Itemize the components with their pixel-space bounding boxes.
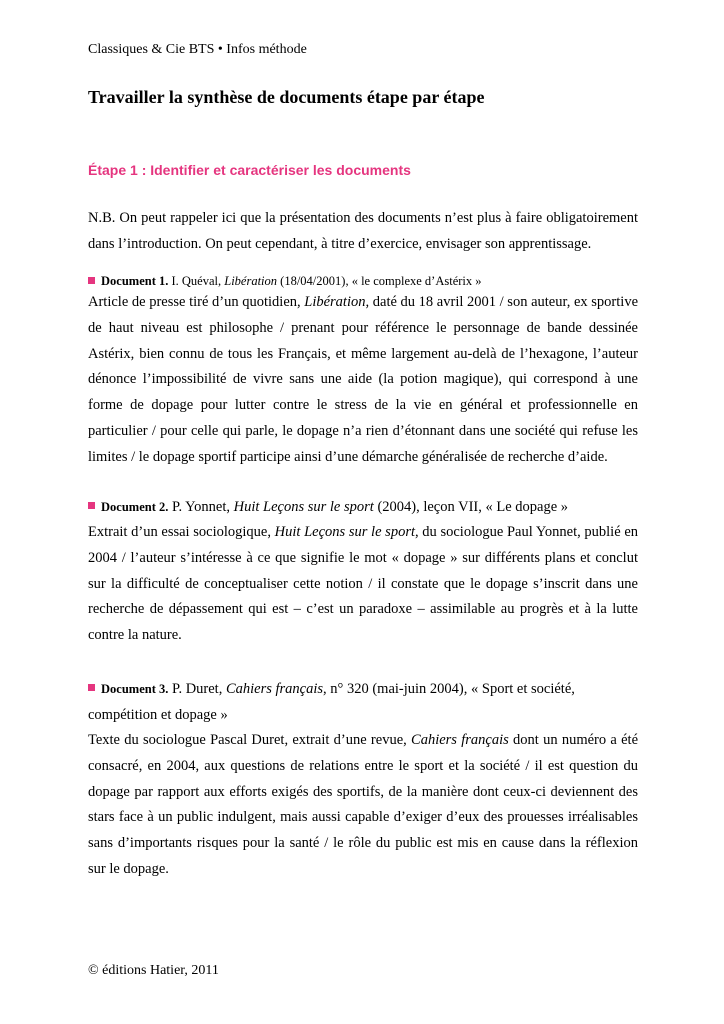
copyright-footer: © éditions Hatier, 2011	[88, 963, 219, 978]
document-1-heading	[88, 272, 638, 290]
document-2-details: (2004), leçon VII, « Le dopage »	[377, 499, 569, 515]
pink-square-bullet-icon	[88, 277, 95, 284]
document-1-summary-start: Article de presse tiré d’un quotidien,	[88, 294, 301, 310]
document-2-summary-rest: , du sociologue Paul Yonnet, publié en 2004 / l’auteur s’intéresse à ce que signifie le mot « dopage » sur différents plans et conclut sur la difficulté de conceptualiser cette notion / il constate que le dopage s’inscrit dans une recherche de dépassement qui est – c’est un paradoxe – assimilable au progrès et à la lutte contre la nature.	[88, 524, 638, 644]
document-3-summary-rest: dont un numéro a été consacré, en 2004, aux questions de relations entre le sport et la société / il est question du dopage par rapport aux efforts exigés des sportifs, de la manière dont ceux-ci deviennent des stars face à un public indulgent, mais aussi capable d’exiger d’eux des prouesses irréalisables sans d’importants risques pour la santé / le rôle du public est mis en cause dans la réflexion sur le dopage.	[88, 732, 639, 877]
document-3-section	[88, 677, 638, 883]
document-1-section	[88, 272, 638, 471]
pink-square-bullet-icon	[88, 684, 95, 691]
running-header: Classiques & Cie BTS • Infos méthode	[88, 42, 307, 57]
nb-note: N.B. On peut rappeler ici que la présentation des documents n’est plus à faire obligatoirement dans l’introduction. On peut cependant, à titre d’exercice, envisager son apprentissage.	[88, 210, 638, 252]
document-3-work: Cahiers français	[225, 681, 324, 697]
document-2-heading	[88, 495, 638, 520]
document-1-summary-rest: daté du 18 avril 2001 / son auteur, ex sportive de haut niveau est philosophe / prenant pour référence le personnage de bande dessinée Astérix, bien connu de tous les Français, et même largement au-delà de l’hexagone, l’auteur dénonce l’impossibilité de vivre sans une aide (la potion magique), qui correspond à une forme de dopage pour lutter contre le stress de la vie en général et professionnelle en particulier / pour celle qui parle, le dopage n’a rien d’étonnant dans une société qui refuse les limites / le dopage sportif participe ainsi d’une démarche généralisée de recherche d’aide.	[88, 294, 639, 465]
document-1-summary-work: Libération,	[304, 294, 370, 310]
document-3-summary-start: Texte du sociologue Pascal Duret, extrait d’une revue,	[88, 732, 407, 748]
document-3-details: , n° 320 (mai-juin 2004), « Sport et société, compétition et dopage »	[88, 681, 575, 723]
document-2-summary-work: Huit Leçons sur le sport	[274, 524, 415, 540]
document-2-work: Huit Leçons sur le sport	[233, 499, 374, 515]
step-heading: Étape 1 : Identifier et caractériser les documents	[88, 162, 411, 178]
document-1-summary	[88, 290, 638, 471]
document-3-label: Document 3.	[101, 682, 169, 696]
document-3-author: P. Duret,	[171, 681, 223, 697]
document-2-summary-start: Extrait d’un essai sociologique,	[88, 524, 271, 540]
document-1-details: (18/04/2001), « le complexe d’Astérix »	[280, 274, 482, 288]
document-1-work: Libération	[224, 274, 278, 288]
document-3-heading	[88, 677, 638, 728]
document-2-section	[88, 495, 638, 649]
document-1-label: Document 1.	[101, 274, 169, 288]
document-3-summary	[88, 728, 638, 883]
document-2-summary	[88, 520, 638, 649]
pink-square-bullet-icon	[88, 502, 95, 509]
document-2-author: P. Yonnet,	[171, 499, 231, 515]
page-title: Travailler la synthèse de documents étape par étape	[88, 87, 485, 107]
document-2-label: Document 2.	[101, 500, 169, 514]
document-1-author: I. Quéval,	[171, 274, 222, 288]
document-3-summary-work: Cahiers français	[411, 732, 509, 748]
